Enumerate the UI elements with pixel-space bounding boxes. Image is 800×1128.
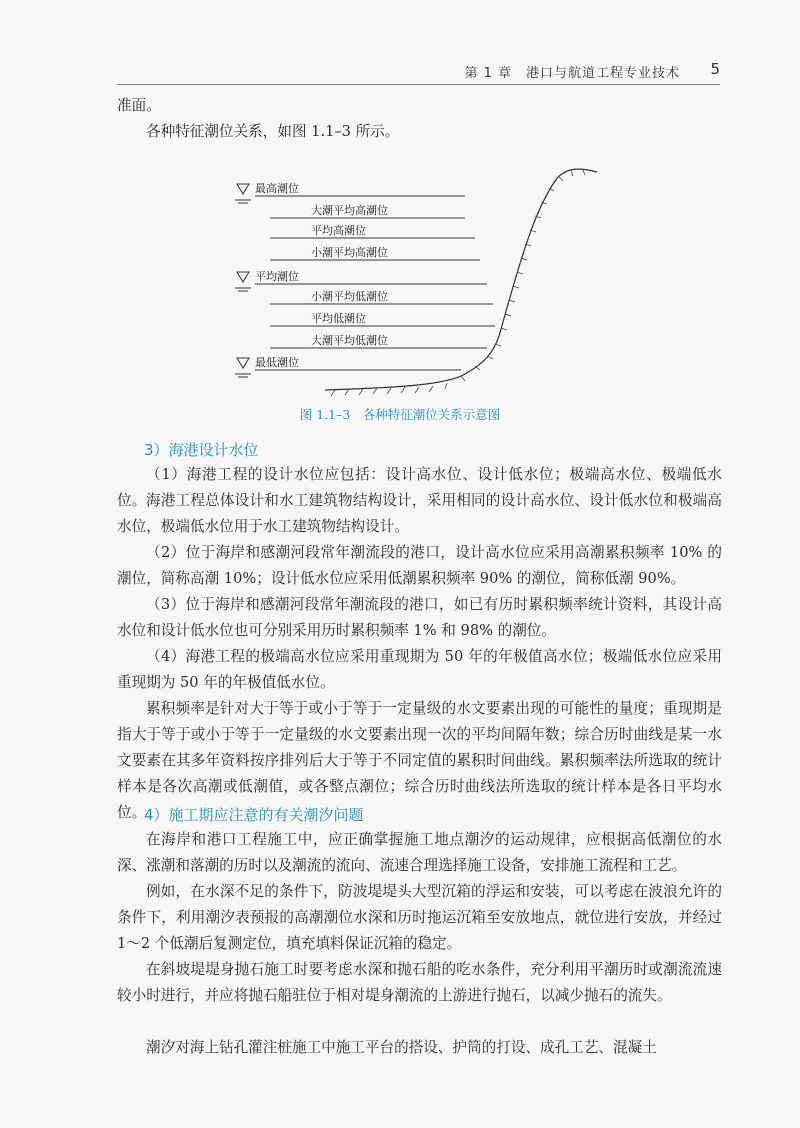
shoreline-profile bbox=[325, 169, 597, 390]
label-highest: 最高潮位 bbox=[255, 182, 299, 195]
section-3-paragraph-6: 累积频率是针对大于等于或小于等于一定量级的水文要素出现的可能性的量度；重现期是指大于等于或小于等于一定量级的水文要素出现一次的平均间隔年数；综合历时曲线是某一水文要素在其多年资料按序排列后大于等于不同定值的累积时间曲线。累积频率法所选取的统计样本是各次高潮或低潮值，或各整点潮位；综合历时曲线法所选取的统计样本是各日平均水位。 bbox=[117, 700, 722, 821]
section-4-paragraph-2: 例如，在水深不足的条件下，防波堤堤头大型沉箱的浮运和安装，可以考虑在波浪允许的条件下，利用潮汐表预报的高潮潮位水深和历时拖运沉箱至安放地点，就位进行安放，并经过 1～2 个低潮后复测定位，填充填料保证沉箱的稳定。 bbox=[117, 883, 722, 952]
label-mean-low: 平均低潮位 bbox=[311, 312, 366, 325]
intro-line-1: 准面。 bbox=[117, 97, 161, 114]
label-mean: 平均潮位 bbox=[255, 270, 299, 283]
page-number: 5 bbox=[710, 60, 720, 78]
label-neap-mean-high: 小潮平均高潮位 bbox=[311, 246, 388, 259]
section-4-paragraph-3: 在斜坡堤堤身抛石施工时要考虑水深和抛石船的吃水条件，充分利用平潮历时或潮流流速较小时进行，并应将抛石船驻位于相对堤身潮流的上游进行抛石，以减少抛石的流失。 bbox=[117, 961, 722, 1004]
water-level-symbol bbox=[235, 184, 251, 377]
running-header bbox=[117, 58, 720, 85]
label-neap-mean-low: 小潮平均低潮位 bbox=[311, 290, 388, 303]
section-3-paragraph-4: （3）位于海岸和感潮河段常年潮流段的港口，如已有历时累积频率统计资料，其设计高水位和设计低水位也可分别采用历时累积频率 1% 和 98% 的潮位。 bbox=[117, 596, 722, 639]
figure-caption: 图 1.1–3 各种特征潮位关系示意图 bbox=[299, 407, 501, 422]
section-3-paragraph-2: 海港工程总体设计和水工建筑物结构设计，采用相同的设计高水位、设计低水位和极端高水位，极端低水位用于水工建筑物结构设计。 bbox=[117, 492, 722, 535]
intro-line-2: 各种特征潮位关系，如图 1.1–3 所示。 bbox=[146, 123, 400, 140]
label-spring-mean-low: 大潮平均低潮位 bbox=[311, 334, 388, 347]
chapter-title: 第 1 章 港口与航道工程专业技术 bbox=[464, 66, 680, 81]
label-mean-high: 平均高潮位 bbox=[311, 224, 366, 237]
section-3-heading: 3）海港设计水位 bbox=[144, 441, 259, 459]
section-4-paragraph-1: 在海岸和港口工程施工中，应正确掌握施工地点潮汐的运动规律，应根据高低潮位的水深、涨潮和落潮的历时以及潮流的流向、流速合理选择施工设备，安排施工流程和工艺。 bbox=[117, 831, 722, 874]
label-lowest: 最低潮位 bbox=[255, 356, 299, 369]
tide-level-figure bbox=[225, 168, 625, 400]
section-4-paragraph-4: 潮汐对海上钻孔灌注桩施工中施工平台的搭设、护筒的打设、成孔工艺、混凝土 bbox=[146, 1039, 657, 1056]
section-3-paragraph-3: （2）位于海岸和感潮河段常年潮流段的港口，设计高水位应采用高潮累积频率 10% 的潮位，简称高潮 10%；设计低水位应采用低潮累积频率 90% 的潮位，简称低潮 90%。 bbox=[117, 544, 722, 587]
section-4-heading: 4）施工期应注意的有关潮汐问题 bbox=[144, 806, 364, 824]
label-spring-mean-high: 大潮平均高潮位 bbox=[311, 204, 388, 217]
section-3-paragraph-1: （1）海港工程的设计水位应包括：设计高水位、设计低水位；极端高水位、极端低水位。 bbox=[117, 466, 722, 509]
section-3-paragraph-5: （4）海港工程的极端高水位应采用重现期为 50 年的年极值高水位；极端低水位应采用重现期为 50 年的年极值低水位。 bbox=[117, 648, 722, 691]
